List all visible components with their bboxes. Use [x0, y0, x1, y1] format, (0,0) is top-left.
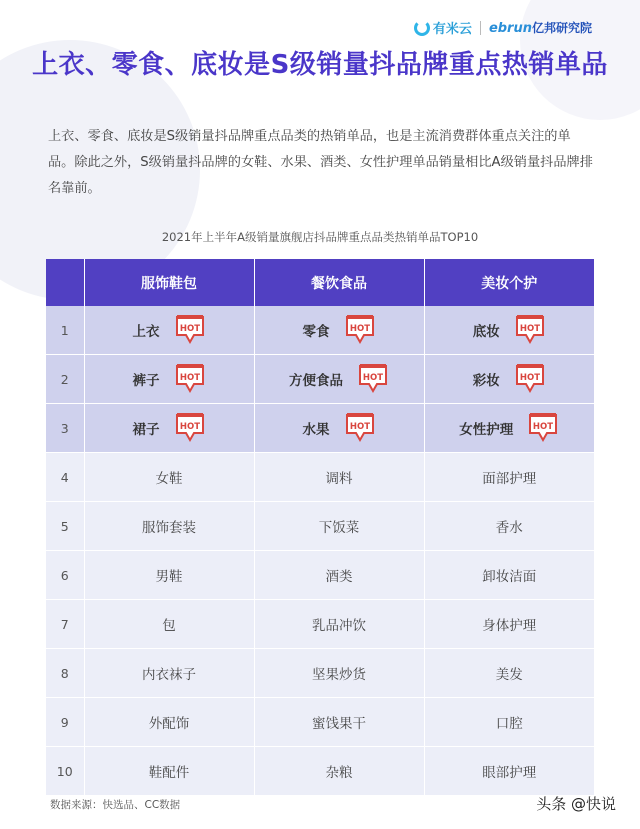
rank-cell: 7 [46, 600, 84, 649]
hot-badge-icon [527, 413, 559, 443]
item-label: 零食 [302, 324, 330, 340]
hot-badge-icon [174, 413, 206, 443]
category-cell [84, 404, 254, 453]
category-cell: 包 [84, 600, 254, 649]
item-label: 裙子 [132, 422, 160, 438]
rank-cell: 3 [46, 404, 84, 453]
hot-item [86, 364, 253, 394]
item-label: 方便食品 [289, 373, 343, 389]
category-cell: 身体护理 [424, 600, 594, 649]
rank-cell: 5 [46, 502, 84, 551]
svg-text:HOT: HOT [179, 324, 200, 334]
item-label: 裤子 [132, 373, 160, 389]
category-cell [254, 306, 424, 355]
rank-cell: 4 [46, 453, 84, 502]
table-body [46, 306, 594, 796]
header-apparel: 服饰鞋包 [84, 259, 254, 306]
hot-badge-icon [344, 315, 376, 345]
item-label: 彩妆 [472, 373, 500, 389]
svg-text:HOT: HOT [362, 373, 384, 383]
category-cell: 女鞋 [84, 453, 254, 502]
category-cell: 杂粮 [254, 747, 424, 796]
svg-text:HOT: HOT [179, 373, 200, 383]
category-cell: 服饰套装 [84, 502, 254, 551]
table-header-row [46, 259, 594, 306]
table-row [46, 502, 594, 551]
item-label: 上衣 [132, 324, 160, 340]
svg-text:HOT: HOT [179, 422, 200, 432]
category-cell: 香水 [424, 502, 594, 551]
page-title: 上衣、零食、底妆是S级销量抖品牌重点热销单品 [32, 50, 608, 80]
svg-text:HOT: HOT [533, 422, 554, 432]
category-cell: 面部护理 [424, 453, 594, 502]
table-row [46, 453, 594, 502]
category-cell [424, 355, 594, 404]
category-cell: 酒类 [254, 551, 424, 600]
item-label: 底妆 [472, 324, 500, 340]
header-beauty: 美妆个护 [424, 259, 594, 306]
category-cell: 美发 [424, 649, 594, 698]
category-cell: 鞋配件 [84, 747, 254, 796]
ranking-table-container [46, 259, 594, 796]
table-row [46, 404, 594, 453]
table-row [46, 355, 594, 404]
category-cell: 下饭菜 [254, 502, 424, 551]
hot-badge-icon [514, 364, 546, 394]
category-cell [254, 355, 424, 404]
rank-cell: 6 [46, 551, 84, 600]
intro-paragraph: 上衣、零食、底妆是S级销量抖品牌重点品类的热销单品，也是主流消费群体重点关注的单品。除此之外，S级销量抖品牌的女鞋、水果、酒类、女性护理单品销量相比A级销量抖品牌排名靠前。 [48, 129, 593, 196]
svg-text:HOT: HOT [349, 422, 370, 432]
ranking-table [46, 259, 594, 796]
hot-item [426, 364, 594, 394]
hot-badge-icon [514, 315, 546, 345]
hot-item [426, 315, 594, 345]
hot-badge-icon [174, 364, 206, 394]
youmiyun-logo-icon [414, 20, 430, 36]
table-row [46, 649, 594, 698]
category-cell [84, 355, 254, 404]
hot-badge-icon [357, 364, 389, 394]
rank-cell: 2 [46, 355, 84, 404]
category-cell [424, 306, 594, 355]
svg-text:HOT: HOT [349, 324, 370, 334]
header-rank [46, 259, 84, 306]
category-cell [424, 404, 594, 453]
table-row [46, 551, 594, 600]
item-label: 水果 [302, 422, 330, 438]
category-cell [84, 306, 254, 355]
table-row [46, 698, 594, 747]
category-cell: 外配饰 [84, 698, 254, 747]
category-cell: 卸妆洁面 [424, 551, 594, 600]
hot-item [426, 413, 594, 443]
watermark-text: 头条 @快说 [536, 795, 616, 813]
category-cell: 蜜饯果干 [254, 698, 424, 747]
ebrun-logo-text: ebrun [488, 21, 532, 36]
table-row [46, 600, 594, 649]
brand-divider [480, 21, 481, 35]
watermark [536, 793, 616, 814]
item-label: 女性护理 [459, 422, 514, 438]
hot-badge-icon [174, 315, 206, 345]
category-cell: 眼部护理 [424, 747, 594, 796]
table-caption: 2021年上半年A级销量旗舰店抖品牌重点品类热销单品TOP10 [161, 230, 479, 244]
category-cell: 坚果炒货 [254, 649, 424, 698]
youmiyun-logo-text: 有米云 [432, 22, 472, 37]
rank-cell: 9 [46, 698, 84, 747]
category-cell: 男鞋 [84, 551, 254, 600]
ebrun-logo-cn: 亿邦研究院 [531, 21, 592, 35]
category-cell: 内衣袜子 [84, 649, 254, 698]
hot-item [86, 413, 253, 443]
header-food: 餐饮食品 [254, 259, 424, 306]
category-cell: 口腔 [424, 698, 594, 747]
data-source-note: 数据来源：快选品、CC数据 [50, 799, 181, 811]
table-row [46, 747, 594, 796]
category-cell: 调料 [254, 453, 424, 502]
hot-badge-icon [344, 413, 376, 443]
hot-item [256, 413, 423, 443]
hot-item [256, 364, 423, 394]
table-row [46, 306, 594, 355]
ebrun-logo [489, 19, 592, 36]
hot-item [86, 315, 253, 345]
rank-cell: 1 [46, 306, 84, 355]
rank-cell: 8 [46, 649, 84, 698]
brand-bar [414, 18, 592, 37]
rank-cell: 10 [46, 747, 84, 796]
youmiyun-logo [414, 18, 472, 37]
svg-text:HOT: HOT [519, 373, 540, 383]
hot-item [256, 315, 423, 345]
svg-text:HOT: HOT [519, 324, 540, 334]
category-cell: 乳品冲饮 [254, 600, 424, 649]
category-cell [254, 404, 424, 453]
